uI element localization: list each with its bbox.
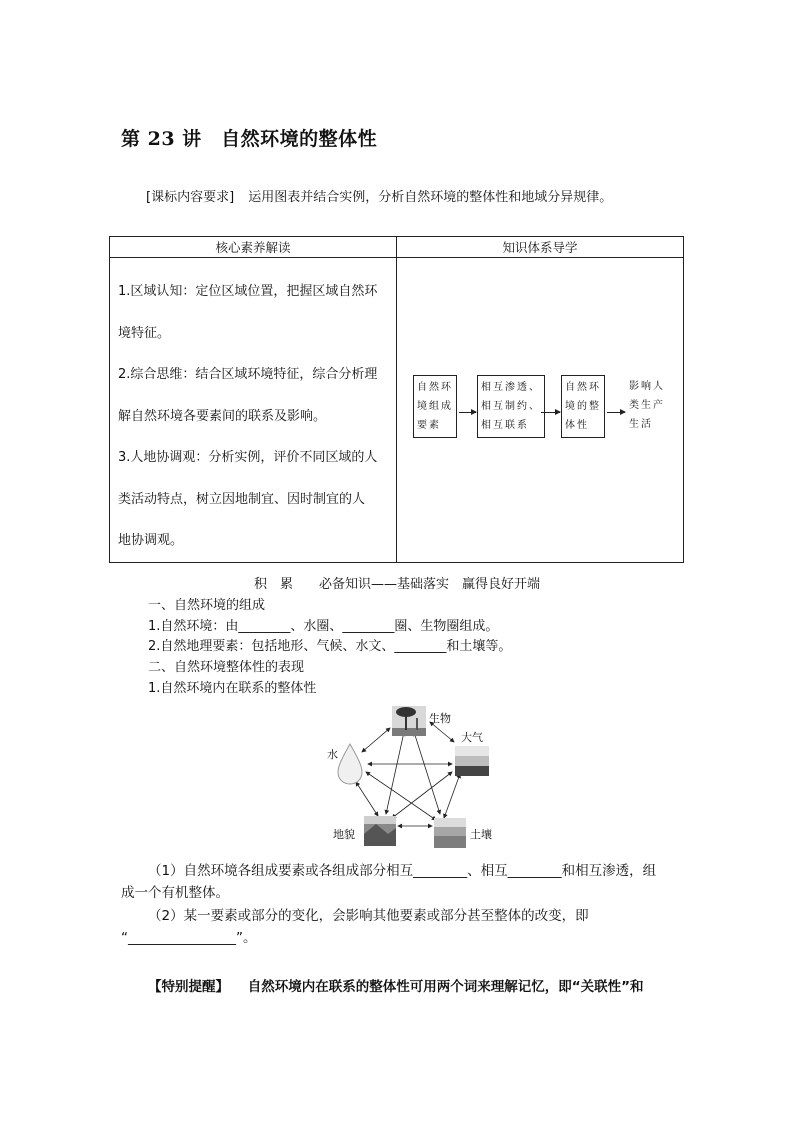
flow-text: 要素 [417, 420, 441, 431]
literacy-line: 境特征。 [118, 325, 171, 341]
tip-line [148, 976, 643, 999]
flow-text: 影响人 [629, 381, 665, 392]
label-landform: 地貌 [333, 828, 355, 841]
para1-line1: （1）自然环境各组成要素或各组成部分相互________、相互________和相互渗透，组 [148, 863, 657, 879]
flow-box-integrity [561, 375, 605, 438]
flow-arrow [459, 412, 476, 413]
curriculum-standard [146, 186, 612, 205]
water-drop-icon [338, 744, 362, 784]
header-literacy: 核心素养解读 [110, 237, 397, 258]
flow-text: 体性 [565, 420, 589, 431]
heading-composition: 一、自然环境的组成 [148, 598, 266, 613]
flow-text: 类生产 [629, 400, 665, 411]
flow-box-elements [413, 375, 457, 438]
literacy-cell [110, 258, 397, 563]
flow-text: 境组成 [417, 401, 453, 412]
flow-box-impact [626, 375, 668, 436]
flow-text: 相互联系 [481, 420, 529, 431]
literacy-line: 2.综合思维：结合区域环境特征，综合分析理 [118, 367, 378, 382]
flow-text: 生活 [629, 419, 653, 430]
label-bio: 生物 [429, 712, 451, 725]
heading-integrity: 二、自然环境整体性的表现 [148, 660, 305, 675]
literacy-line: 3.人地协调观：分析实例，评价不同区域的人 [118, 450, 378, 465]
soil-image [434, 818, 466, 848]
flow-box-relations [477, 375, 545, 438]
standard-tag: [课标内容要求] [146, 190, 235, 205]
knowledge-cell [397, 258, 684, 563]
label-water: 水 [327, 748, 338, 761]
flow-text: 境的整 [565, 401, 601, 412]
bio-image [392, 706, 426, 736]
header-knowledge: 知识体系导学 [397, 237, 684, 258]
literacy-line: 解自然环境各要素间的联系及影响。 [118, 408, 327, 424]
label-soil: 土壤 [470, 828, 492, 841]
flow-arrow [607, 412, 625, 413]
section-header: 积 累 必备知识——基础落实 赢得良好开端 [253, 577, 540, 592]
page-title: 第 23 讲 自然环境的整体性 [121, 128, 378, 150]
standard-text: 运用图表并结合实例，分析自然环境的整体性和地域分异规律。 [248, 190, 613, 205]
para2-line2: “________________”。 [121, 930, 257, 946]
flow-text: 相互渗透、 [481, 382, 541, 393]
fill-line-elements: 2.自然地理要素：包括地形、气候、水文、________和土壤等。 [148, 639, 512, 654]
landform-image [364, 816, 396, 846]
para2-line1: （2）某一要素或部分的变化，会影响其他要素或部分甚至整体的改变，即 [148, 908, 589, 924]
literacy-line: 类活动特点，树立因地制宜、因时制宜的人 [118, 491, 366, 507]
para1-line2: 成一个有机整体。 [121, 885, 229, 901]
flow-text: 相互制约、 [481, 401, 541, 412]
literacy-table [109, 236, 684, 563]
flow-text: 自然环 [417, 382, 453, 393]
label-air: 大气 [461, 731, 483, 744]
flow-text: 自然环 [565, 382, 601, 393]
tip-tag: 【特别提醒】 [148, 979, 229, 995]
flow-arrow [541, 412, 560, 413]
literacy-line: 地协调观。 [118, 533, 184, 548]
air-image [455, 746, 489, 776]
tip-text: 自然环境内在联系的整体性可用两个词来理解记忆，即“关联性”和 [247, 979, 644, 995]
subheading-internal: 1.自然环境内在联系的整体性 [148, 681, 317, 696]
fill-line-environment: 1.自然环境：由________、水圈、________圈、生物圈组成。 [148, 619, 499, 634]
literacy-line: 1.区域认知：定位区域位置，把握区域自然环 [118, 284, 378, 299]
